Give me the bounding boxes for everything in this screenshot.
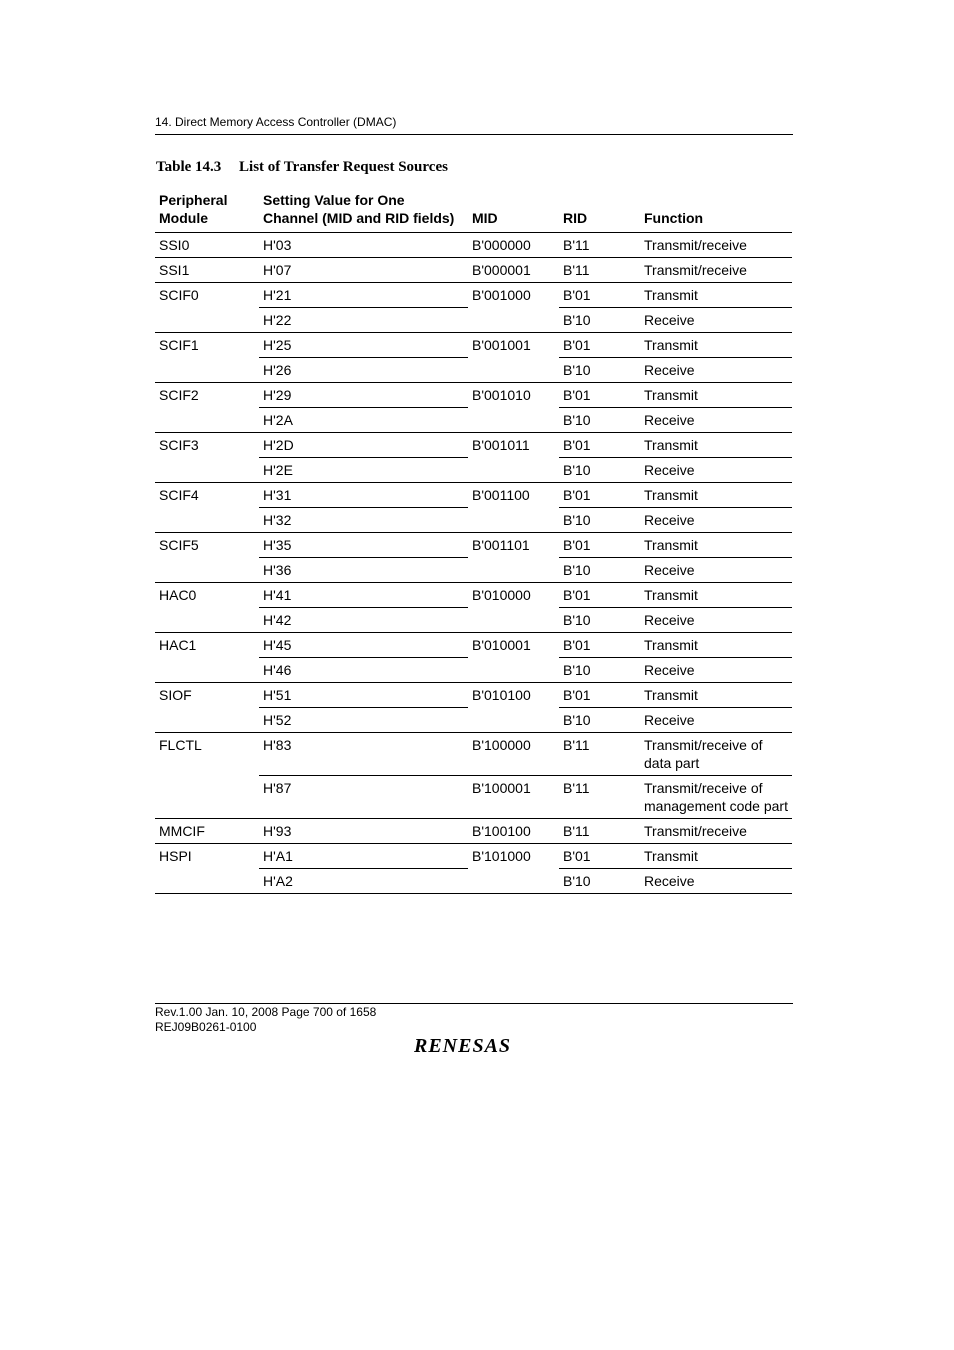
cell-function: Transmit [640,583,792,608]
cell-mid: B'101000 [468,844,559,894]
cell-mid: B'001010 [468,383,559,433]
cell-rid: B'10 [559,558,640,583]
cell-setting: H'03 [263,237,292,253]
table-body [155,233,792,894]
cell-function: Transmit [640,333,792,358]
cell-setting: H'A1 [259,844,468,869]
cell-function: Transmit/receive [640,258,792,283]
cell-setting: H'2E [259,458,468,483]
cell-setting: H'51 [259,683,468,708]
cell-mid: B'001101 [468,533,559,583]
cell-setting: H'26 [259,358,468,383]
cell-setting: H'2D [259,433,468,458]
cell-function: Receive [640,608,792,633]
cell-rid: B'01 [559,583,640,608]
table-row [155,844,792,869]
cell-module: SCIF0 [155,283,259,333]
cell-function: Transmit [640,683,792,708]
cell-mid: B'100100 [468,819,559,844]
cell-setting: H'A2 [259,869,468,894]
cell-setting: H'32 [259,508,468,533]
cell-mid: B'001100 [468,483,559,533]
cell-function: Transmit [640,433,792,458]
cell-mid: B'000001 [468,258,559,283]
header-mid: MID [468,188,559,233]
table-row [155,733,792,776]
cell-setting: H'87 [259,776,468,819]
transfer-request-table [155,188,792,894]
footer-revision: Rev.1.00 Jan. 10, 2008 Page 700 of 1658 [155,1005,377,1019]
cell-mid: B'010001 [468,633,559,683]
cell-setting: H'25 [259,333,468,358]
cell-module: FLCTL [155,733,259,819]
cell-rid: B'01 [559,683,640,708]
cell-function: Transmit [640,844,792,869]
cell-function: Receive [640,708,792,733]
cell-module: SCIF1 [155,333,259,383]
cell-module: SCIF4 [155,483,259,533]
cell-module: HSPI [155,844,259,894]
cell-mid: B'001000 [468,283,559,333]
cell-function: Transmit [640,383,792,408]
cell-rid: B'11 [563,237,590,253]
cell-module: HAC0 [155,583,259,633]
cell-setting: H'2A [259,408,468,433]
table-title: List of Transfer Request Sources [239,159,448,175]
cell-rid: B'10 [559,658,640,683]
table-row [155,383,792,408]
cell-setting: H'35 [259,533,468,558]
cell-setting: H'41 [259,583,468,608]
cell-rid: B'11 [559,776,640,819]
cell-function: Receive [640,358,792,383]
cell-function: Transmit/receive of data part [640,733,792,776]
cell-function: Transmit [640,483,792,508]
cell-mid: B'001011 [468,433,559,483]
table-row [155,819,792,844]
header-rule [155,134,793,135]
cell-function: Transmit/receive [644,237,747,253]
table-row [155,433,792,458]
footer-rule [155,1003,793,1004]
cell-module: SSI0 [159,237,190,253]
cell-function: Receive [640,558,792,583]
cell-mid: B'010000 [468,583,559,633]
cell-module: HAC1 [155,633,259,683]
cell-mid: B'000000 [472,237,531,253]
cell-mid: B'100001 [468,776,559,819]
cell-rid: B'10 [559,358,640,383]
cell-mid: B'010100 [468,683,559,733]
cell-setting: H'21 [259,283,468,308]
cell-module: MMCIF [155,819,259,844]
cell-setting: H'31 [259,483,468,508]
cell-setting: H'29 [259,383,468,408]
cell-function: Transmit [640,633,792,658]
table-row [155,583,792,608]
cell-module: SCIF3 [155,433,259,483]
cell-setting: H'07 [259,258,468,283]
header-setting: Setting Value for One Channel (MID and RID fields) [259,188,468,233]
cell-setting: H'52 [259,708,468,733]
running-header: 14. Direct Memory Access Controller (DMAC) [155,115,397,129]
cell-rid: B'10 [559,458,640,483]
cell-rid: B'10 [559,508,640,533]
cell-rid: B'10 [559,708,640,733]
cell-function: Receive [640,458,792,483]
cell-setting: H'45 [259,633,468,658]
cell-function: Receive [640,508,792,533]
cell-setting: H'22 [259,308,468,333]
table-row [155,683,792,708]
cell-setting: H'83 [259,733,468,776]
cell-module: SIOF [155,683,259,733]
cell-rid: B'01 [559,533,640,558]
header-module: Peripheral Module [155,188,259,233]
table-row [155,633,792,658]
cell-rid: B'01 [559,633,640,658]
table-row [155,483,792,508]
table-row [155,258,792,283]
table-number: Table 14.3 [156,159,222,175]
header-function: Function [640,188,792,233]
cell-rid: B'01 [559,433,640,458]
cell-rid: B'10 [559,869,640,894]
cell-rid: B'10 [559,608,640,633]
cell-rid: B'11 [559,733,640,776]
table-header-row [155,188,792,233]
header-rid: RID [559,188,640,233]
cell-setting: H'93 [259,819,468,844]
table-caption [156,159,448,176]
cell-setting: H'46 [259,658,468,683]
cell-rid: B'01 [559,483,640,508]
renesas-logo [414,1032,534,1058]
cell-function: Receive [640,658,792,683]
cell-module: SSI1 [155,258,259,283]
cell-function: Transmit/receive [640,819,792,844]
cell-module: SCIF5 [155,533,259,583]
cell-mid: B'001001 [468,333,559,383]
cell-function: Receive [640,869,792,894]
table-row [155,233,792,258]
cell-rid: B'10 [559,308,640,333]
cell-rid: B'01 [559,383,640,408]
cell-module: SCIF2 [155,383,259,433]
cell-rid: B'10 [559,408,640,433]
cell-rid: B'01 [559,844,640,869]
cell-function: Transmit [640,283,792,308]
footer-document-number: REJ09B0261-0100 [155,1020,257,1034]
table-row [155,333,792,358]
cell-function: Transmit [640,533,792,558]
cell-mid: B'100000 [468,733,559,776]
cell-setting: H'42 [259,608,468,633]
table-row [155,283,792,308]
svg-text:RENESAS: RENESAS [414,1035,512,1057]
cell-rid: B'11 [559,258,640,283]
cell-function: Receive [640,408,792,433]
cell-function: Receive [640,308,792,333]
cell-rid: B'11 [559,819,640,844]
cell-rid: B'01 [559,283,640,308]
cell-rid: B'01 [559,333,640,358]
table-row [155,533,792,558]
cell-function: Transmit/receive of management code part [640,776,792,819]
cell-setting: H'36 [259,558,468,583]
